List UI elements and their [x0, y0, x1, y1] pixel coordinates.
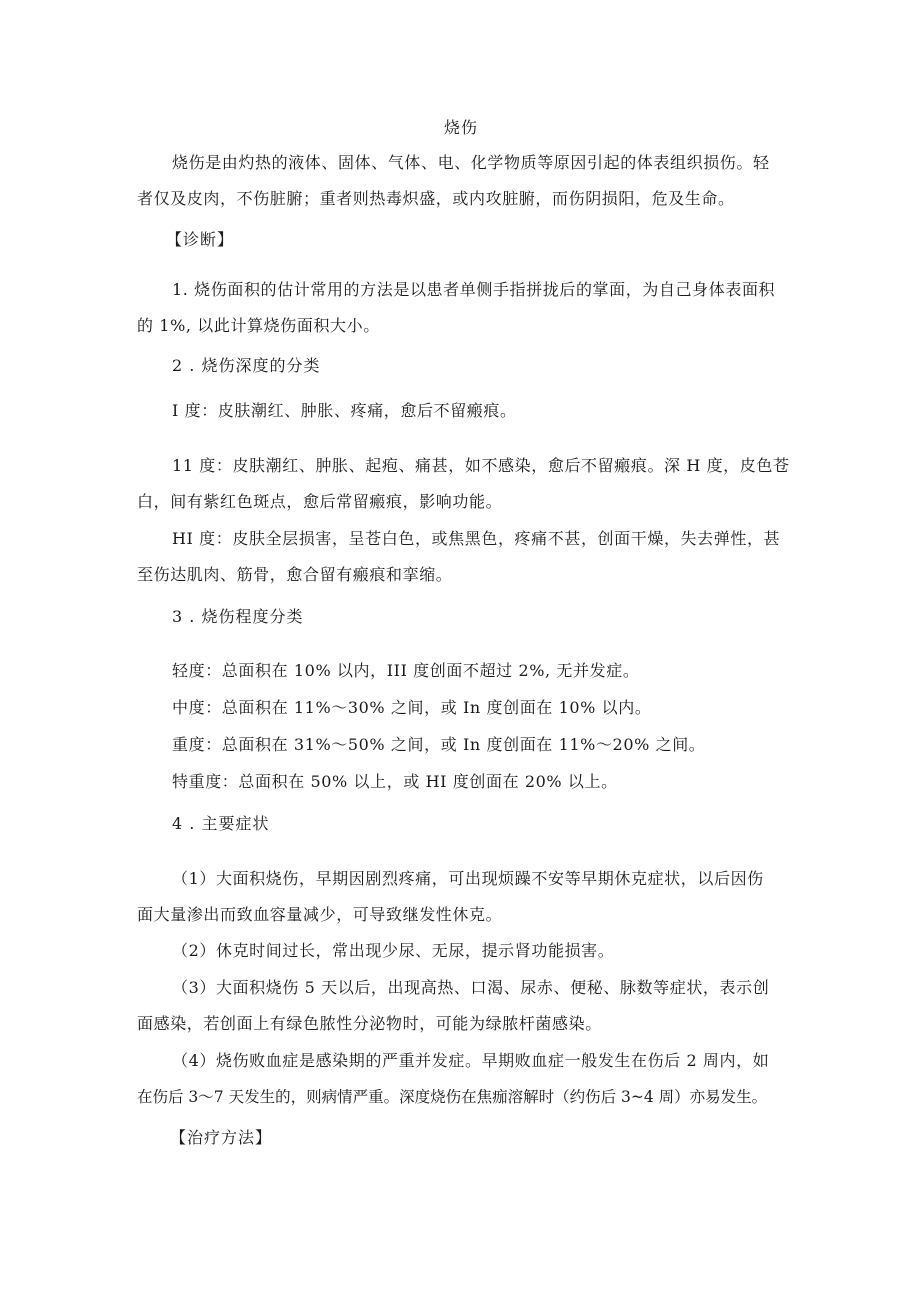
treatment-heading: 【治疗方法】	[170, 1128, 273, 1147]
symptom-2-line-1: （2）休克时间过长，常出现少尿、无尿，提示肾功能损害。	[172, 941, 615, 960]
item1-line-1: 1. 烧伤面积的估计常用的方法是以患者单侧手指拼拢后的掌面，为自己身体表面积	[172, 280, 776, 299]
depth-degree-2-line-1: 11 度：皮肤潮红、肿胀、起疱、痛甚，如不感染，愈后不留瘢痕。深 H 度，皮色苍	[172, 456, 790, 475]
severity-moderate: 中度：总面积在 11%～30% 之间，或 In 度创面在 10% 以内。	[172, 698, 652, 717]
item2-heading: 2 . 烧伤深度的分类	[172, 356, 321, 375]
symptom-3-line-1: （3）大面积烧伤 5 天以后，出现高热、口渴、尿赤、便秘、脉数等症状，表示创	[172, 978, 770, 997]
severity-critical: 特重度：总面积在 50% 以上，或 HI 度创面在 20% 以上。	[172, 772, 618, 791]
page-title: 烧伤	[444, 118, 479, 137]
diagnosis-heading: 【诊断】	[166, 230, 235, 249]
severity-mild: 轻度：总面积在 10% 以内，III 度创面不超过 2%, 无并发症。	[172, 661, 640, 680]
depth-degree-2-line-2: 白，间有紫红色斑点，愈后常留瘢痕，影响功能。	[137, 492, 503, 511]
item4-heading: 4 . 主要症状	[172, 814, 270, 833]
symptom-4-line-1: （4）烧伤败血症是感染期的严重并发症。早期败血症一般发生在伤后 2 周内，如	[172, 1051, 770, 1070]
item1-line-2: 的 1%, 以此计算烧伤面积大小。	[137, 316, 380, 335]
depth-degree-3-line-2: 至伤达肌肉、筋骨，愈合留有瘢痕和挛缩。	[137, 565, 453, 584]
symptom-1-line-1: （1）大面积烧伤，早期因剧烈疼痛，可出现烦躁不安等早期休克症状，以后因伤	[172, 869, 764, 888]
depth-degree-3-line-1: HI 度：皮肤全层损害，呈苍白色，或焦黑色，疼痛不甚，创面干燥，失去弹性，甚	[172, 529, 781, 548]
symptom-1-line-2: 面大量渗出而致血容量减少，可导致继发性休克。	[137, 905, 503, 924]
depth-degree-1: I 度：皮肤潮红、肿胀、疼痛，愈后不留瘢痕。	[172, 401, 517, 420]
item3-heading: 3 . 烧伤程度分类	[172, 607, 304, 626]
symptom-3-line-2: 面感染，若创面上有绿色脓性分泌物时，可能为绿脓杆菌感染。	[137, 1014, 602, 1033]
intro-line-2: 者仅及皮肉，不伤脏腑；重者则热毒炽盛，或内攻脏腑，而伤阴损阳，危及生命。	[137, 189, 735, 208]
intro-line-1: 烧伤是由灼热的液体、固体、气体、电、化学物质等原因引起的体表组织损伤。轻	[172, 153, 770, 172]
symptom-4-line-2: 在伤后 3～7 天发生的，则病情严重。深度烧伤在焦痂溶解时（约伤后 3~4 周）亦易发生。	[137, 1088, 768, 1106]
severity-severe: 重度：总面积在 31%～50% 之间，或 In 度创面在 11%～20% 之间。	[172, 735, 706, 754]
